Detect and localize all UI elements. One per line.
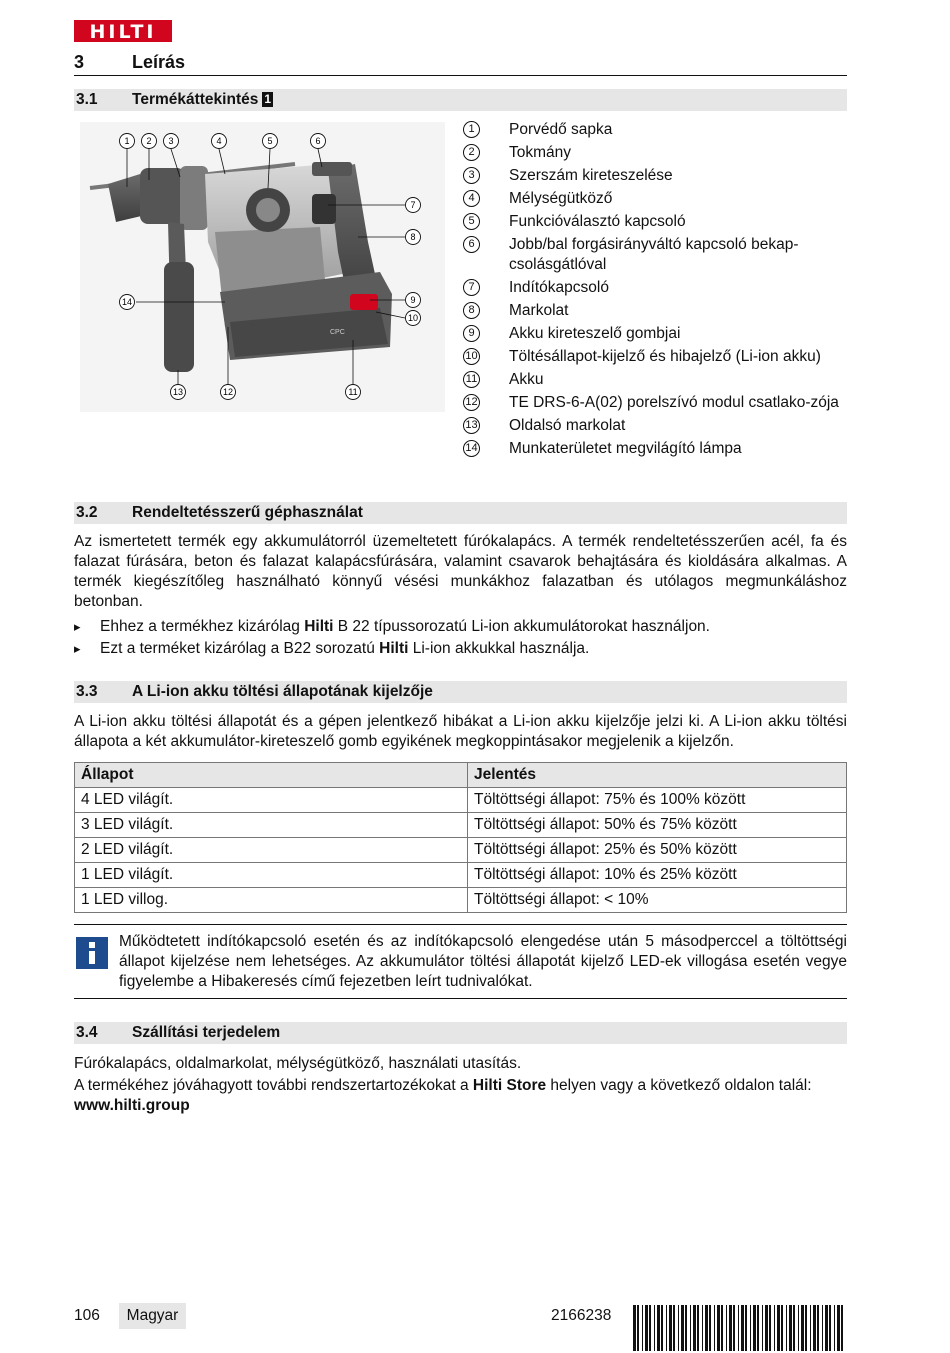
chapter-number: 3 (74, 52, 85, 72)
legend-number: 2 (463, 144, 480, 161)
legend-item (463, 324, 847, 344)
column-header: Jelentés (468, 763, 847, 788)
callout-number: 3 (168, 136, 174, 147)
section-heading-3-1 (74, 89, 847, 111)
barcode-bar (645, 1305, 648, 1351)
legend-item (463, 439, 847, 459)
callout-11 (346, 385, 361, 400)
barcode-bar (801, 1305, 804, 1351)
callout-10 (406, 311, 421, 326)
barcode-bar (829, 1305, 831, 1351)
barcode-bar (777, 1305, 780, 1351)
callout-number: 13 (172, 387, 184, 398)
legend-text: Markolat (509, 302, 569, 319)
legend-text: TE DRS-6-A(02) porelszívó modul csatlako-zója (509, 394, 839, 411)
meaning-cell: Töltöttségi állapot: 25% és 50% között (468, 838, 847, 863)
legend-number: 5 (463, 213, 480, 230)
chapter-heading (74, 52, 847, 76)
meaning-cell: Töltöttségi állapot: 10% és 25% között (468, 863, 847, 888)
barcode-bar (657, 1305, 660, 1351)
info-note (74, 924, 847, 999)
barcode-bar (717, 1305, 720, 1351)
battery-indicator-paragraph: A Li-ion akku töltési állapotát és a gépen jelentkező hibákat a Li-ion akku kijelzője jelzi ki. A Li-ion akku töltési állapota a két akkumulátor-kireteszelő gomb egyikének megkoppintásakor megjelenik a kijelzőn. (74, 713, 847, 750)
barcode-bar (726, 1305, 727, 1351)
table-row (75, 863, 847, 888)
barcode-bar (697, 1305, 699, 1351)
document-number: 2166238 (551, 1307, 612, 1324)
table-row (75, 813, 847, 838)
bullet-item: ▸ Ezt a terméket kizárólag a B22 sorozatú Hilti Li-ion akkukkal használja. (74, 639, 847, 659)
barcode-bar (786, 1305, 787, 1351)
legend-item (463, 370, 847, 390)
legend-item (463, 416, 847, 436)
callout-number: 11 (348, 387, 358, 398)
section-title: A Li-ion akku töltési állapotának kijelzője (132, 683, 433, 700)
barcode-bar (762, 1305, 763, 1351)
barcode-bar (789, 1305, 792, 1351)
barcode-bar (649, 1305, 651, 1351)
barcode-bar (733, 1305, 735, 1351)
legend-text: Munkaterületet megvilágító lámpa (509, 440, 742, 457)
legend-number: 7 (463, 279, 480, 296)
legend-item (463, 189, 847, 209)
column-header: Állapot (75, 763, 468, 788)
callout-9 (406, 293, 421, 308)
legend-number: 3 (463, 167, 480, 184)
hilti-logo (74, 20, 172, 42)
barcode-bar (666, 1305, 667, 1351)
barcode-bar (798, 1305, 799, 1351)
barcode-bar (654, 1305, 655, 1351)
legend-text: Akku (509, 371, 544, 388)
legend-item (463, 347, 847, 367)
barcode-bar (669, 1305, 672, 1351)
barcode-bar (745, 1305, 747, 1351)
legend-item (463, 120, 847, 140)
barcode-bar (769, 1305, 771, 1351)
section-heading-3-2 (74, 502, 847, 524)
barcode-bar (834, 1305, 835, 1351)
barcode-bar (813, 1305, 816, 1351)
legend-item (463, 166, 847, 186)
callout-number: 2 (146, 136, 152, 147)
legend-text: Töltésállapot-kijelző és hibajelző (Li-ion akku) (509, 348, 821, 365)
legend-text: Funkcióválasztó kapcsoló (509, 213, 686, 230)
legend-number: 1 (463, 121, 480, 138)
section-title: Termékáttekintés 1 (132, 91, 272, 108)
callout-number: 5 (267, 136, 273, 147)
callout-number: 10 (407, 313, 419, 324)
product-overview-figure (80, 122, 445, 412)
barcode-bar (837, 1305, 840, 1351)
legend-text: Indítókapcsoló (509, 279, 609, 296)
callout-number: 8 (410, 232, 416, 243)
legend-list (463, 120, 847, 462)
barcode-bar (705, 1305, 708, 1351)
legend-item (463, 235, 847, 275)
section-heading-3-3 (74, 681, 847, 703)
callout-6 (311, 134, 326, 149)
hammer-drill-illustration (80, 122, 445, 412)
callout-5 (263, 134, 278, 149)
barcode-bar (714, 1305, 715, 1351)
barcode-bar (825, 1305, 828, 1351)
intended-use-paragraph: Az ismertetett termék egy akkumulátorról üzemeltetett fúrókalapács. A termék rendeltetésszerűen acél, fa és falazat fúrására, beton és falazat kalapácsfúrására, valamint csavarok behajtására és kioldására alkalmas. A termék kiegészítőleg használható könnyű vésési munkákhoz falazatban és utólagos megmunkáláshoz betonban. (74, 533, 847, 610)
barcode-bar (693, 1305, 696, 1351)
status-cell: 4 LED világít. (75, 788, 468, 813)
status-cell: 1 LED világít. (75, 863, 468, 888)
legend-item (463, 143, 847, 163)
logo-text: HILTI (89, 21, 157, 43)
callout-12 (221, 385, 236, 400)
bullet-item: ▸ Ehhez a termékhez kizárólag Hilti B 22 típussorozatú Li-ion akkumulátorokat használjon. (74, 617, 847, 637)
callout-number: 1 (124, 136, 130, 147)
section-number: 3.2 (76, 504, 98, 521)
section-number: 3.3 (76, 683, 98, 700)
table-row (75, 788, 847, 813)
callout-number: 6 (315, 136, 321, 147)
page-number: 106 (74, 1307, 100, 1324)
barcode-bar (702, 1305, 703, 1351)
barcode-bar (685, 1305, 687, 1351)
status-cell: 3 LED világít. (75, 813, 468, 838)
barcode-bar (805, 1305, 807, 1351)
website-link[interactable]: www.hilti.group (74, 1097, 190, 1114)
barcode-bar (750, 1305, 751, 1351)
barcode-bar (765, 1305, 768, 1351)
legend-item (463, 278, 847, 298)
section-heading-3-4 (74, 1022, 847, 1044)
note-text: Működtetett indítókapcsoló esetén és az indítókapcsoló elengedése után 5 másodperccel a töltöttségi állapot kijelzése nem lehetséges. Az akkumulátor töltési állapotát kijelző LED-ek villogása esetén vegye figyelembe a Hibakeresés című fejezetben leírt tudnivalókat. (119, 933, 847, 990)
legend-text: Tokmány (509, 144, 572, 161)
callout-13 (171, 385, 186, 400)
figure-reference: 1 (264, 92, 272, 106)
legend-text: Mélységütköző (509, 190, 613, 207)
callout-number: 12 (222, 387, 234, 398)
barcode-bar (757, 1305, 759, 1351)
legend-item (463, 212, 847, 232)
chapter-title: Leírás (132, 52, 186, 72)
barcode-bar (793, 1305, 795, 1351)
barcode-bar (673, 1305, 675, 1351)
barcode-bar (633, 1305, 636, 1351)
table-row (75, 838, 847, 863)
table-header-row (75, 763, 847, 788)
scope-of-delivery-line: Fúrókalapács, oldalmarkolat, mélységütköző, használati utasítás. (74, 1055, 522, 1072)
barcode-bar (729, 1305, 732, 1351)
legend-item (463, 301, 847, 321)
barcode-bar (774, 1305, 775, 1351)
legend-number: 10 (463, 348, 480, 365)
barcode-bar (690, 1305, 691, 1351)
barcode-bar (822, 1305, 823, 1351)
callout-number: 9 (410, 295, 416, 306)
language-label: Magyar (119, 1303, 186, 1329)
status-cell: 1 LED villog. (75, 888, 468, 913)
barcode-bar (678, 1305, 679, 1351)
callout-1 (120, 134, 135, 149)
callout-4 (212, 134, 227, 149)
callout-number: 14 (121, 297, 133, 308)
callout-number: 7 (410, 200, 416, 211)
callout-number: 4 (216, 136, 222, 147)
system-products-line: A termékéhez jóváhagyott további rendszertartozékokat a Hilti Store helyen vagy a következő oldalon talál: www.hilti.group (74, 1077, 812, 1114)
barcode-bar (753, 1305, 756, 1351)
barcode-bar (817, 1305, 819, 1351)
meaning-cell: Töltöttségi állapot: < 10% (468, 888, 847, 913)
legend-text: Porvédő sapka (509, 121, 613, 138)
barcode-bar (741, 1305, 744, 1351)
legend-text: Oldalsó markolat (509, 417, 626, 434)
callout-2 (142, 134, 157, 149)
legend-text: Szerszám kireteszelése (509, 167, 673, 184)
legend-text: Jobb/bal forgásirányváltó kapcsoló bekap-csolásgátlóval (509, 236, 799, 273)
info-icon (76, 937, 108, 969)
section-title: Rendeltetésszerű géphasználat (132, 504, 363, 521)
callout-3 (164, 134, 179, 149)
charge-status-table (74, 762, 847, 913)
barcode-bar (841, 1305, 843, 1351)
callout-8 (406, 230, 421, 245)
status-cell: 2 LED világít. (75, 838, 468, 863)
legend-number: 6 (463, 236, 480, 253)
callout-7 (406, 198, 421, 213)
section-number: 3.1 (76, 91, 98, 108)
callout-14 (120, 295, 135, 310)
barcode (633, 1305, 845, 1351)
legend-number: 12 (463, 394, 480, 411)
meaning-cell: Töltöttségi állapot: 75% és 100% között (468, 788, 847, 813)
legend-item (463, 393, 847, 413)
barcode-bar (642, 1305, 643, 1351)
legend-number: 11 (463, 371, 480, 388)
battery-label: CPC (330, 329, 345, 336)
barcode-bar (709, 1305, 711, 1351)
section-number: 3.4 (76, 1024, 98, 1041)
legend-number: 9 (463, 325, 480, 342)
section-title: Szállítási terjedelem (132, 1024, 281, 1041)
legend-number: 8 (463, 302, 480, 319)
barcode-bar (661, 1305, 663, 1351)
barcode-bar (681, 1305, 684, 1351)
barcode-bar (637, 1305, 639, 1351)
meaning-cell: Töltöttségi állapot: 50% és 75% között (468, 813, 847, 838)
legend-text: Akku kireteszelő gombjai (509, 325, 681, 342)
table-row (75, 888, 847, 913)
barcode-bar (810, 1305, 811, 1351)
legend-number: 4 (463, 190, 480, 207)
legend-number: 14 (463, 440, 480, 457)
barcode-bar (738, 1305, 739, 1351)
legend-number: 13 (463, 417, 480, 434)
barcode-bar (721, 1305, 723, 1351)
barcode-bar (781, 1305, 783, 1351)
